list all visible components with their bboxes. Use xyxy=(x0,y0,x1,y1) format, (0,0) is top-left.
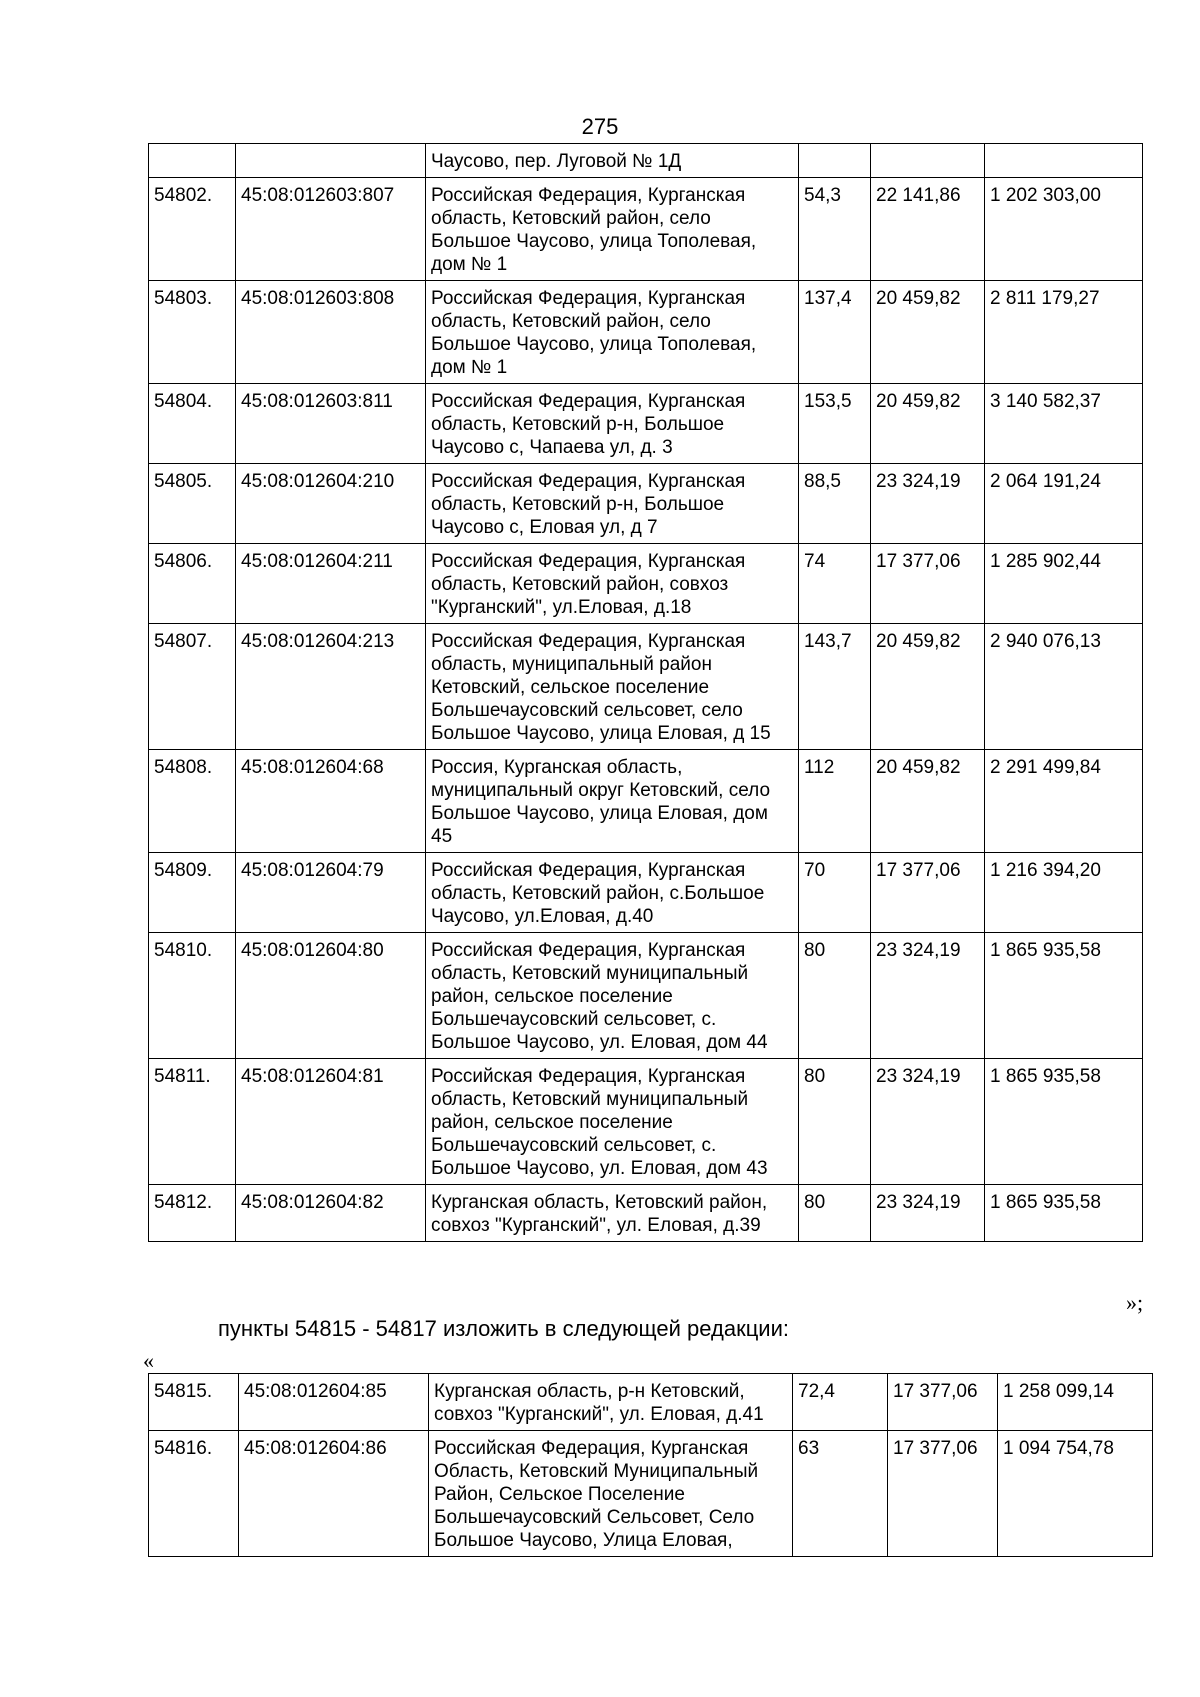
item-number-cell: 54811. xyxy=(149,1059,236,1185)
area-cell: 137,4 xyxy=(799,281,871,384)
table-row xyxy=(149,1374,1153,1431)
area-cell: 112 xyxy=(799,750,871,853)
cadastral-number-cell: 45:08:012603:808 xyxy=(236,281,426,384)
table-row xyxy=(149,464,1143,544)
cadastral-value-cell xyxy=(985,144,1143,178)
cadastral-number-cell xyxy=(236,144,426,178)
address-cell: Курганская область, р-н Кетовский, совхоз "Курганский", ул. Еловая, д.41 xyxy=(429,1374,793,1431)
unit-value-cell: 23 324,19 xyxy=(871,933,985,1059)
cadastral-value-cell: 2 291 499,84 xyxy=(985,750,1143,853)
item-number-cell: 54812. xyxy=(149,1185,236,1242)
area-cell: 80 xyxy=(799,1185,871,1242)
area-cell: 74 xyxy=(799,544,871,624)
item-number-cell xyxy=(149,144,236,178)
area-cell: 80 xyxy=(799,1059,871,1185)
unit-value-cell: 23 324,19 xyxy=(871,1059,985,1185)
cadastral-number-cell: 45:08:012604:79 xyxy=(236,853,426,933)
unit-value-cell: 22 141,86 xyxy=(871,178,985,281)
table-row xyxy=(149,933,1143,1059)
cadastral-value-cell: 3 140 582,37 xyxy=(985,384,1143,464)
area-cell: 143,7 xyxy=(799,624,871,750)
unit-value-cell: 20 459,82 xyxy=(871,624,985,750)
unit-value-cell: 20 459,82 xyxy=(871,384,985,464)
area-cell: 153,5 xyxy=(799,384,871,464)
unit-value-cell: 23 324,19 xyxy=(871,1185,985,1242)
property-table-2 xyxy=(148,1373,1153,1557)
unit-value-cell: 20 459,82 xyxy=(871,750,985,853)
area-cell: 72,4 xyxy=(793,1374,888,1431)
address-cell: Российская Федерация, Курганская область, Кетовский муниципальный район, сельское поселение Большечаусовский сельсовет, с. Большое Чаусово, ул. Еловая, дом 44 xyxy=(426,933,799,1059)
table-row xyxy=(149,853,1143,933)
cadastral-number-cell: 45:08:012604:213 xyxy=(236,624,426,750)
address-cell: Российская Федерация, Курганская область, Кетовский район, совхоз "Курганский", ул.Еловая, д.18 xyxy=(426,544,799,624)
item-number-cell: 54809. xyxy=(149,853,236,933)
address-cell: Российская Федерация, Курганская область, Кетовский район, село Большое Чаусово, улица Тополевая, дом № 1 xyxy=(426,281,799,384)
cadastral-number-cell: 45:08:012604:211 xyxy=(236,544,426,624)
cadastral-value-cell: 1 865 935,58 xyxy=(985,1185,1143,1242)
address-cell: Российская Федерация, Курганская область, Кетовский р-н, Большое Чаусово с, Чапаева ул, д. 3 xyxy=(426,384,799,464)
table-row xyxy=(149,384,1143,464)
table-row xyxy=(149,144,1143,178)
address-cell: Россия, Курганская область, муниципальный округ Кетовский, село Большое Чаусово, улица Еловая, дом 45 xyxy=(426,750,799,853)
item-number-cell: 54807. xyxy=(149,624,236,750)
cadastral-number-cell: 45:08:012604:80 xyxy=(236,933,426,1059)
table-row xyxy=(149,1431,1153,1557)
cadastral-number-cell: 45:08:012603:807 xyxy=(236,178,426,281)
item-number-cell: 54805. xyxy=(149,464,236,544)
table-row xyxy=(149,544,1143,624)
cadastral-number-cell: 45:08:012604:85 xyxy=(239,1374,429,1431)
area-cell: 54,3 xyxy=(799,178,871,281)
cadastral-value-cell: 2 940 076,13 xyxy=(985,624,1143,750)
table-row xyxy=(149,624,1143,750)
cadastral-value-cell: 1 202 303,00 xyxy=(985,178,1143,281)
address-cell: Российская Федерация, Курганская область, Кетовский район, с.Большое Чаусово, ул.Еловая, д.40 xyxy=(426,853,799,933)
item-number-cell: 54803. xyxy=(149,281,236,384)
item-number-cell: 54804. xyxy=(149,384,236,464)
table-row xyxy=(149,178,1143,281)
unit-value-cell: 17 377,06 xyxy=(888,1431,998,1557)
table-row xyxy=(149,281,1143,384)
unit-value-cell xyxy=(871,144,985,178)
area-cell: 88,5 xyxy=(799,464,871,544)
cadastral-value-cell: 2 064 191,24 xyxy=(985,464,1143,544)
area-cell xyxy=(799,144,871,178)
cadastral-value-cell: 1 216 394,20 xyxy=(985,853,1143,933)
area-cell: 70 xyxy=(799,853,871,933)
address-cell: Российская Федерация, Курганская область, муниципальный район Кетовский, сельское поселение Большечаусовский сельсовет, село Большое Чаусово, улица Еловая, д 15 xyxy=(426,624,799,750)
cadastral-value-cell: 1 285 902,44 xyxy=(985,544,1143,624)
table-row xyxy=(149,1059,1143,1185)
cadastral-number-cell: 45:08:012604:210 xyxy=(236,464,426,544)
address-cell: Российская Федерация, Курганская область, Кетовский р-н, Большое Чаусово с, Еловая ул, д 7 xyxy=(426,464,799,544)
area-cell: 63 xyxy=(793,1431,888,1557)
item-number-cell: 54815. xyxy=(149,1374,239,1431)
unit-value-cell: 23 324,19 xyxy=(871,464,985,544)
address-cell: Российская Федерация, Курганская область, Кетовский муниципальный район, сельское поселение Большечаусовский сельсовет, с. Большое Чаусово, ул. Еловая, дом 43 xyxy=(426,1059,799,1185)
cadastral-value-cell: 1 865 935,58 xyxy=(985,933,1143,1059)
closing-quote: »; xyxy=(1126,1290,1144,1315)
address-cell: Курганская область, Кетовский район, совхоз "Курганский", ул. Еловая, д.39 xyxy=(426,1185,799,1242)
item-number-cell: 54810. xyxy=(149,933,236,1059)
instruction-text: пункты 54815 - 54817 изложить в следующей редакции: xyxy=(218,1316,790,1341)
opening-quote: « xyxy=(143,1348,154,1373)
cadastral-number-cell: 45:08:012604:68 xyxy=(236,750,426,853)
unit-value-cell: 17 377,06 xyxy=(871,544,985,624)
property-table-1 xyxy=(148,143,1143,1242)
cadastral-number-cell: 45:08:012603:811 xyxy=(236,384,426,464)
cadastral-value-cell: 2 811 179,27 xyxy=(985,281,1143,384)
table-row xyxy=(149,1185,1143,1242)
cadastral-number-cell: 45:08:012604:81 xyxy=(236,1059,426,1185)
item-number-cell: 54808. xyxy=(149,750,236,853)
unit-value-cell: 17 377,06 xyxy=(888,1374,998,1431)
cadastral-value-cell: 1 094 754,78 xyxy=(998,1431,1153,1557)
area-cell: 80 xyxy=(799,933,871,1059)
unit-value-cell: 20 459,82 xyxy=(871,281,985,384)
page-number: 275 xyxy=(581,114,619,139)
item-number-cell: 54816. xyxy=(149,1431,239,1557)
cadastral-number-cell: 45:08:012604:82 xyxy=(236,1185,426,1242)
cadastral-number-cell: 45:08:012604:86 xyxy=(239,1431,429,1557)
address-cell: Российская Федерация, Курганская область, Кетовский район, село Большое Чаусово, улица Тополевая, дом № 1 xyxy=(426,178,799,281)
cadastral-value-cell: 1 865 935,58 xyxy=(985,1059,1143,1185)
table-row xyxy=(149,750,1143,853)
address-cell: Российская Федерация, Курганская Область, Кетовский Муниципальный Район, Сельское Поселение Большечаусовский Сельсовет, Село Большое Чаусово, Улица Еловая, xyxy=(429,1431,793,1557)
unit-value-cell: 17 377,06 xyxy=(871,853,985,933)
address-cell: Чаусово, пер. Луговой № 1Д xyxy=(426,144,799,178)
item-number-cell: 54802. xyxy=(149,178,236,281)
cadastral-value-cell: 1 258 099,14 xyxy=(998,1374,1153,1431)
item-number-cell: 54806. xyxy=(149,544,236,624)
